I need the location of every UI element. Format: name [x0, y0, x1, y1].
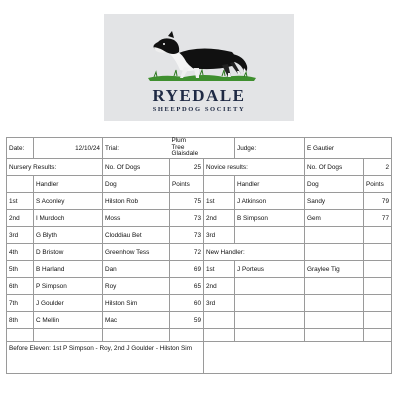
trial-value: Plum Tree Glaisdale — [170, 138, 201, 159]
footer-note: Before Eleven: 1st P Simpson - Roy, 2nd J Goulder - Hilston Sim — [7, 342, 204, 374]
points: 60 — [170, 295, 204, 312]
dog: Moss — [103, 210, 170, 227]
dog: Dan — [103, 261, 170, 278]
handler — [235, 295, 305, 312]
points: 69 — [170, 261, 204, 278]
table-row — [7, 295, 392, 312]
dog — [305, 278, 364, 295]
place: 2nd — [204, 278, 235, 295]
spacer-row — [7, 329, 392, 342]
nursery-dog-header: Dog — [103, 176, 170, 193]
judge-label: Judge: — [235, 138, 305, 159]
handler — [235, 278, 305, 295]
handler: S Aconley — [34, 193, 103, 210]
dog: Roy — [103, 278, 170, 295]
table-row — [7, 193, 392, 210]
nursery-points-header: Points — [170, 176, 204, 193]
novice-title: Novice results: — [204, 159, 305, 176]
novice-handler-header: Handler — [235, 176, 305, 193]
place: 7th — [7, 295, 34, 312]
points: 79 — [364, 193, 392, 210]
place: 5th — [7, 261, 34, 278]
dog: Graylee Tig — [305, 261, 364, 278]
handler: I Murdoch — [34, 210, 103, 227]
place: 8th — [7, 312, 34, 329]
dog: Hilston Sim — [103, 295, 170, 312]
dog: Gem — [305, 210, 364, 227]
nursery-dogs-count: 25 — [170, 159, 204, 176]
handler: B Harland — [34, 261, 103, 278]
dog — [305, 295, 364, 312]
dog: Sandy — [305, 193, 364, 210]
judge-value: E Gautier — [305, 138, 392, 159]
table-row — [7, 278, 392, 295]
handler: D Bristow — [34, 244, 103, 261]
meta-row — [7, 138, 392, 159]
dog: Cloddiau Bet — [103, 227, 170, 244]
handler: P Simpson — [34, 278, 103, 295]
dog: Greenhow Tess — [103, 244, 170, 261]
novice-dog-header: Dog — [305, 176, 364, 193]
points: 77 — [364, 210, 392, 227]
date-value: 12/10/24 — [34, 138, 103, 159]
table-row — [7, 261, 392, 278]
place: 2nd — [204, 210, 235, 227]
dog: Mac — [103, 312, 170, 329]
novice-dogs-label: No. Of Dogs — [305, 159, 364, 176]
handler: J Atkinson — [235, 193, 305, 210]
novice-points-header: Points — [364, 176, 392, 193]
nursery-title: Nursery Results: — [7, 159, 103, 176]
place: 1st — [204, 261, 235, 278]
nursery-handler-header: Handler — [34, 176, 103, 193]
footer-row — [7, 342, 392, 374]
points — [364, 278, 392, 295]
place: 1st — [7, 193, 34, 210]
table-row — [7, 244, 392, 261]
points: 75 — [170, 193, 204, 210]
place: 1st — [204, 193, 235, 210]
table-row — [7, 227, 392, 244]
points: 73 — [170, 210, 204, 227]
points: 65 — [170, 278, 204, 295]
column-header-row — [7, 176, 392, 193]
logo-title: RYEDALE — [152, 86, 246, 105]
points: 72 — [170, 244, 204, 261]
place: 3rd — [204, 227, 235, 244]
date-label: Date: — [7, 138, 34, 159]
society-logo — [104, 14, 294, 121]
table-row — [7, 210, 392, 227]
dog: Hilston Rob — [103, 193, 170, 210]
points — [364, 261, 392, 278]
place: 6th — [7, 278, 34, 295]
points — [364, 295, 392, 312]
place: 3rd — [7, 227, 34, 244]
handler: C Mellin — [34, 312, 103, 329]
handler — [235, 227, 305, 244]
place: 4th — [7, 244, 34, 261]
table-row — [7, 312, 392, 329]
logo-subtitle: SHEEPDOG SOCIETY — [152, 106, 246, 113]
points — [364, 227, 392, 244]
handler: B Simpson — [235, 210, 305, 227]
new-handler-title: New Handler: — [204, 244, 305, 261]
trial-label: Trial: — [103, 138, 204, 159]
handler: G Blyth — [34, 227, 103, 244]
place: 3rd — [204, 295, 235, 312]
points: 59 — [170, 312, 204, 329]
results-table — [6, 137, 392, 374]
nursery-dogs-label: No. Of Dogs — [103, 159, 170, 176]
points: 73 — [170, 227, 204, 244]
novice-dogs-count: 2 — [364, 159, 392, 176]
handler: J Goulder — [34, 295, 103, 312]
place: 2nd — [7, 210, 34, 227]
dog — [305, 227, 364, 244]
handler: J Porteus — [235, 261, 305, 278]
section-heading-row — [7, 159, 392, 176]
